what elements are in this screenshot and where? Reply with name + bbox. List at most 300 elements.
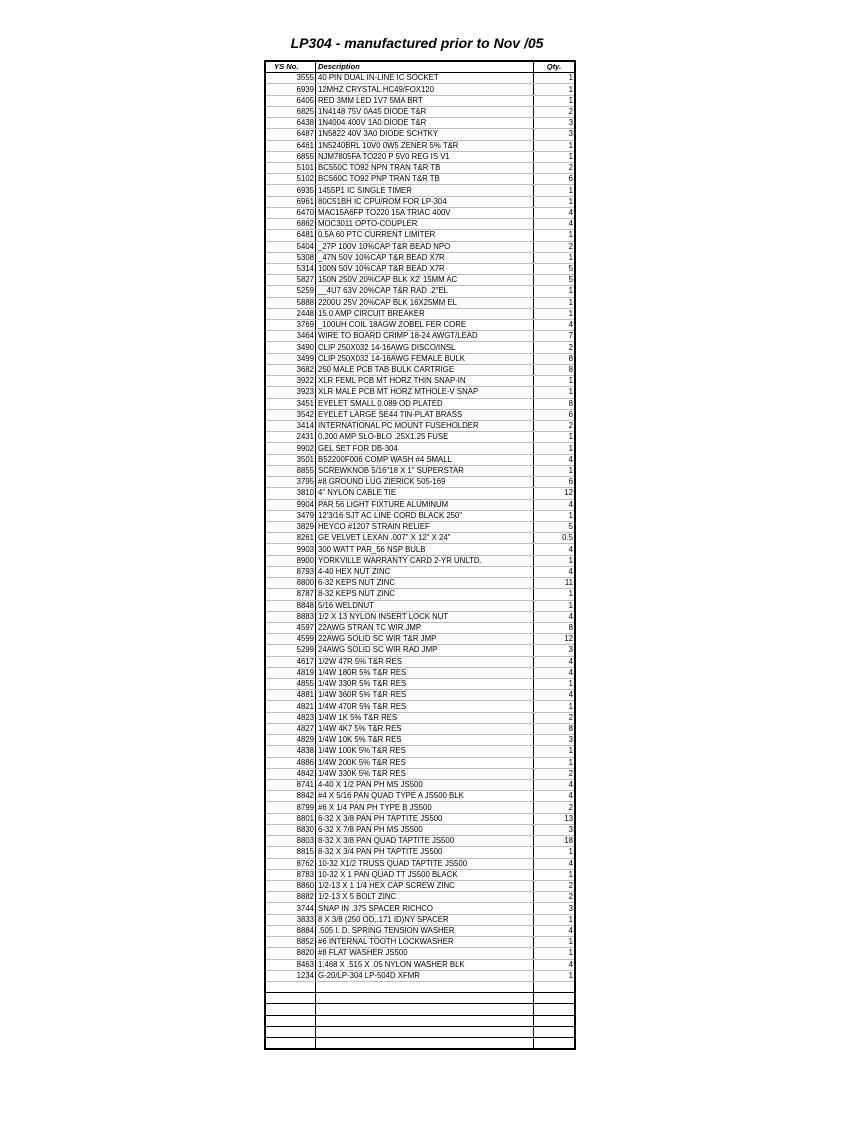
part-number-cell: 3744 [265, 903, 316, 914]
table-row [265, 488, 575, 499]
description-cell: CLIP 250X032 14-16AWG DISCO/INSL [316, 342, 534, 353]
part-number-cell: 6461 [265, 140, 316, 151]
description-cell: GEL SET FOR DB-304 [316, 443, 534, 454]
empty-cell [316, 981, 534, 992]
table-row [265, 600, 575, 611]
part-number-cell: 5299 [265, 645, 316, 656]
part-number-cell: 8900 [265, 555, 316, 566]
table-row [265, 656, 575, 667]
table-row [265, 308, 575, 319]
description-cell: 40 PIN DUAL IN-LINE IC SOCKET [316, 73, 534, 84]
description-cell: _100UH COIL 18AGW ZOBEL FER CORE [316, 320, 534, 331]
description-cell: 8-32 X 3/8 PAN QUAD TAPTITE JS500 [316, 836, 534, 847]
quantity-cell: 1 [534, 746, 576, 757]
table-row [265, 140, 575, 151]
part-number-cell: 3810 [265, 488, 316, 499]
table-row [265, 409, 575, 420]
part-number-cell: 8855 [265, 465, 316, 476]
quantity-cell: 1 [534, 589, 576, 600]
table-row [265, 880, 575, 891]
table-row [265, 129, 575, 140]
quantity-cell: 1 [534, 432, 576, 443]
description-cell: #6 INTERNAL TOOTH LOCKWASHER [316, 937, 534, 948]
part-number-cell: 8801 [265, 813, 316, 824]
table-row [265, 230, 575, 241]
description-cell: 80C51BH IC CPU/ROM FOR LP-304 [316, 196, 534, 207]
quantity-cell: 3 [534, 118, 576, 129]
part-number-cell: 8793 [265, 566, 316, 577]
part-number-cell: 5888 [265, 297, 316, 308]
description-cell: RED 3MM LED 1V7 5MA BRT [316, 95, 534, 106]
empty-cell [265, 1004, 316, 1015]
part-number-cell: 3795 [265, 477, 316, 488]
part-number-cell: 8815 [265, 847, 316, 858]
table-row [265, 925, 575, 936]
quantity-cell: 1 [534, 387, 576, 398]
description-cell: #6 X 1/4 PAN PH TYPE B JS500 [316, 802, 534, 813]
description-cell: 1/2W 47R 5% T&R RES [316, 656, 534, 667]
table-row [265, 768, 575, 779]
empty-cell [534, 981, 576, 992]
part-number-cell: 9904 [265, 499, 316, 510]
part-number-cell: 4821 [265, 701, 316, 712]
description-cell: G-20/LP-304 LP-504D XFMR [316, 970, 534, 981]
table-row [265, 701, 575, 712]
description-cell: 250 MALE PCB TAB BULK CARTRIGE [316, 364, 534, 375]
table-row [265, 712, 575, 723]
description-cell: 22AWG SOLID SC WIR T&R JMP [316, 634, 534, 645]
table-row [265, 151, 575, 162]
description-cell: 0.200 AMP SLO-BLO .25X1.25 FUSE [316, 432, 534, 443]
quantity-cell: 2 [534, 802, 576, 813]
quantity-cell: 4 [534, 959, 576, 970]
empty-cell [534, 993, 576, 1004]
description-cell: 300 WATT PAR_56 NSP BULB [316, 544, 534, 555]
description-cell: EYELET LARGE SE44 TIN-PLAT BRASS [316, 409, 534, 420]
quantity-cell: 1 [534, 95, 576, 106]
table-row [265, 824, 575, 835]
description-cell: 0.5A 60 PTC CURRENT LIMITER [316, 230, 534, 241]
description-cell: YORKVILLE WARRANTY CARD 2-YR UNLTD. [316, 555, 534, 566]
table-row [265, 903, 575, 914]
description-cell: 1/4W 330K 5% T&R RES [316, 768, 534, 779]
quantity-cell: 2 [534, 106, 576, 117]
empty-cell [265, 1015, 316, 1026]
table-row [265, 533, 575, 544]
part-number-cell: 3451 [265, 398, 316, 409]
quantity-cell: 1 [534, 443, 576, 454]
part-number-cell: 3555 [265, 73, 316, 84]
empty-cell [316, 1015, 534, 1026]
table-row [265, 645, 575, 656]
parts-table-body [265, 73, 575, 1050]
quantity-cell: 1 [534, 185, 576, 196]
table-row [265, 353, 575, 364]
part-number-cell: 6825 [265, 106, 316, 117]
table-row [265, 555, 575, 566]
part-number-cell: 3922 [265, 376, 316, 387]
part-number-cell: 6438 [265, 118, 316, 129]
quantity-cell: 1 [534, 937, 576, 948]
quantity-cell: 4 [534, 566, 576, 577]
table-row [265, 376, 575, 387]
description-cell: 1/2-13 X 1 1/4 HEX CAP SCREW ZINC [316, 880, 534, 891]
description-cell: 10-32 X 1 PAN QUAD TT JS500 BLACK [316, 869, 534, 880]
part-number-cell: 8463 [265, 959, 316, 970]
part-number-cell: 3829 [265, 521, 316, 532]
description-cell: 1/4W 100K 5% T&R RES [316, 746, 534, 757]
description-cell: B52200F006 COMP WASH #4 SMALL [316, 454, 534, 465]
quantity-cell: 8 [534, 353, 576, 364]
quantity-cell: 1 [534, 847, 576, 858]
description-cell: BC560C TO92 PNP TRAN T&R TB [316, 174, 534, 185]
quantity-cell: 2 [534, 768, 576, 779]
quantity-cell: 12 [534, 634, 576, 645]
table-row [265, 679, 575, 690]
part-number-cell: 4599 [265, 634, 316, 645]
part-number-cell: 8762 [265, 858, 316, 869]
quantity-cell: 4 [534, 858, 576, 869]
quantity-cell: 1 [534, 948, 576, 959]
description-cell: 1/4W 4K7 5% T&R RES [316, 723, 534, 734]
part-number-cell: 3769 [265, 320, 316, 331]
quantity-cell: 1 [534, 73, 576, 84]
empty-row [265, 1038, 575, 1050]
quantity-cell: 8 [534, 398, 576, 409]
quantity-cell: 1 [534, 465, 576, 476]
part-number-cell: 3542 [265, 409, 316, 420]
quantity-cell: 4 [534, 544, 576, 555]
description-cell: 1/2 X 13 NYLON INSERT LOCK NUT [316, 611, 534, 622]
description-cell: MAC15A6FP TO220 15A TRIAC 400V [316, 207, 534, 218]
table-row [265, 735, 575, 746]
table-row [265, 802, 575, 813]
description-cell: 15.0 AMP CIRCUIT BREAKER [316, 308, 534, 319]
description-cell: HEYCO #1207 STRAIN RELIEF [316, 521, 534, 532]
description-cell: _47N 50V 10%CAP T&R BEAD X7R [316, 252, 534, 263]
quantity-cell: 4 [534, 454, 576, 465]
table-row [265, 465, 575, 476]
quantity-cell: 2 [534, 342, 576, 353]
empty-cell [316, 1038, 534, 1050]
description-cell: 1/4W 180R 5% T&R RES [316, 667, 534, 678]
table-row [265, 667, 575, 678]
description-cell: 1/4W 470R 5% T&R RES [316, 701, 534, 712]
quantity-cell: 7 [534, 331, 576, 342]
quantity-cell: 1 [534, 679, 576, 690]
quantity-cell: 3 [534, 903, 576, 914]
table-row [265, 937, 575, 948]
part-number-cell: 2431 [265, 432, 316, 443]
empty-cell [265, 981, 316, 992]
part-number-cell: 9902 [265, 443, 316, 454]
quantity-cell: 2 [534, 162, 576, 173]
part-number-cell: 4597 [265, 622, 316, 633]
description-cell: 8-32 X 3/4 PAN PH TAPTITE JS500 [316, 847, 534, 858]
part-number-cell: 4819 [265, 667, 316, 678]
table-row [265, 499, 575, 510]
table-row [265, 510, 575, 521]
table-row [265, 275, 575, 286]
description-cell: 1455P1 IC SINGLE TIMER [316, 185, 534, 196]
table-row [265, 421, 575, 432]
table-row [265, 342, 575, 353]
part-number-cell: 5101 [265, 162, 316, 173]
part-number-cell: 3833 [265, 914, 316, 925]
quantity-cell: 8 [534, 364, 576, 375]
empty-row [265, 1015, 575, 1026]
table-row [265, 185, 575, 196]
table-row [265, 73, 575, 84]
part-number-cell: 8803 [265, 836, 316, 847]
description-cell: 6-32 X 3/8 PAN PH TAPTITE JS500 [316, 813, 534, 824]
table-row [265, 589, 575, 600]
quantity-cell: 1 [534, 196, 576, 207]
part-number-cell: 6862 [265, 219, 316, 230]
empty-cell [265, 1026, 316, 1037]
table-row [265, 320, 575, 331]
description-cell: 10-32 X1/2 TRUSS QUAD TAPTITE JS500 [316, 858, 534, 869]
header-ys-no: YS No. [265, 61, 316, 73]
part-number-cell: 3414 [265, 421, 316, 432]
part-number-cell: 4827 [265, 723, 316, 734]
part-number-cell: 9903 [265, 544, 316, 555]
part-number-cell: 2448 [265, 308, 316, 319]
quantity-cell: 4 [534, 320, 576, 331]
description-cell: 1/4W 360R 5% T&R RES [316, 690, 534, 701]
quantity-cell: 1 [534, 286, 576, 297]
quantity-cell: 4 [534, 791, 576, 802]
description-cell: 1.468 X .515 X .05 NYLON WASHER BLK [316, 959, 534, 970]
quantity-cell: 1 [534, 869, 576, 880]
quantity-cell: 8 [534, 723, 576, 734]
quantity-cell: 1 [534, 555, 576, 566]
quantity-cell: 1 [534, 757, 576, 768]
quantity-cell: 6 [534, 409, 576, 420]
quantity-cell: 1 [534, 140, 576, 151]
quantity-cell: 1 [534, 510, 576, 521]
quantity-cell: 2 [534, 880, 576, 891]
table-row [265, 297, 575, 308]
part-number-cell: 8852 [265, 937, 316, 948]
part-number-cell: 6935 [265, 185, 316, 196]
empty-cell [316, 1026, 534, 1037]
part-number-cell: 3923 [265, 387, 316, 398]
quantity-cell: 4 [534, 656, 576, 667]
part-number-cell: 3682 [265, 364, 316, 375]
table-row [265, 746, 575, 757]
table-row [265, 578, 575, 589]
part-number-cell: 8860 [265, 880, 316, 891]
table-row [265, 432, 575, 443]
table-row [265, 611, 575, 622]
part-number-cell: 3490 [265, 342, 316, 353]
table-row [265, 387, 575, 398]
quantity-cell: 18 [534, 836, 576, 847]
quantity-cell: 1 [534, 308, 576, 319]
part-number-cell: 4617 [265, 656, 316, 667]
description-cell: XLR FEML PCB MT HORZ THIN SNAP-IN [316, 376, 534, 387]
quantity-cell: 1 [534, 701, 576, 712]
description-cell: __4U7 63V 20%CAP T&R RAD .2"EL [316, 286, 534, 297]
description-cell: 4-40 HEX NUT ZINC [316, 566, 534, 577]
table-row [265, 869, 575, 880]
table-row [265, 443, 575, 454]
part-number-cell: 8884 [265, 925, 316, 936]
part-number-cell: 4838 [265, 746, 316, 757]
quantity-cell: 13 [534, 813, 576, 824]
header-description: Description [316, 61, 534, 73]
description-cell: .505 I. D. SPRING TENSION WASHER [316, 925, 534, 936]
quantity-cell: 1 [534, 230, 576, 241]
empty-cell [316, 1004, 534, 1015]
empty-row [265, 1026, 575, 1037]
part-number-cell: 5827 [265, 275, 316, 286]
description-cell: 1/4W 1K 5% T&R RES [316, 712, 534, 723]
part-number-cell: 8882 [265, 892, 316, 903]
description-cell: 1N5240BRL 10V0 0W5 ZENER 5% T&R [316, 140, 534, 151]
part-number-cell: 1234 [265, 970, 316, 981]
part-number-cell: 8787 [265, 589, 316, 600]
table-row [265, 106, 575, 117]
part-number-cell: 5102 [265, 174, 316, 185]
part-number-cell: 6855 [265, 151, 316, 162]
quantity-cell: 5 [534, 275, 576, 286]
table-row [265, 252, 575, 263]
part-number-cell: 6481 [265, 230, 316, 241]
quantity-cell: 6 [534, 477, 576, 488]
table-row [265, 544, 575, 555]
quantity-cell: 4 [534, 690, 576, 701]
table-row [265, 858, 575, 869]
part-number-cell: 8741 [265, 780, 316, 791]
empty-cell [534, 1004, 576, 1015]
description-cell: 8 X 3/8 (250 OD,.171 ID)NY SPACER [316, 914, 534, 925]
table-row [265, 948, 575, 959]
part-number-cell: 4881 [265, 690, 316, 701]
part-number-cell: 8799 [265, 802, 316, 813]
quantity-cell: 1 [534, 151, 576, 162]
description-cell: CLIP 250X032 14-16AWG FEMALE BULK [316, 353, 534, 364]
part-number-cell: 6405 [265, 95, 316, 106]
quantity-cell: 5 [534, 263, 576, 274]
table-row [265, 263, 575, 274]
part-number-cell: 6939 [265, 84, 316, 95]
table-row [265, 780, 575, 791]
empty-cell [265, 993, 316, 1004]
part-number-cell: 5314 [265, 263, 316, 274]
description-cell: 1/4W 10K 5% T&R RES [316, 735, 534, 746]
table-row [265, 970, 575, 981]
table-row [265, 162, 575, 173]
part-number-cell: 3479 [265, 510, 316, 521]
quantity-cell: 4 [534, 499, 576, 510]
description-cell: 6-32 X 7/8 PAN PH MS JS500 [316, 824, 534, 835]
quantity-cell: 3 [534, 129, 576, 140]
part-number-cell: 4842 [265, 768, 316, 779]
table-row [265, 207, 575, 218]
table-row [265, 892, 575, 903]
part-number-cell: 8783 [265, 869, 316, 880]
table-row [265, 118, 575, 129]
description-cell: 12'3/16 SJT AC LINE CORD BLACK 250" [316, 510, 534, 521]
description-cell: 1/4W 330R 5% T&R RES [316, 679, 534, 690]
quantity-cell: 1 [534, 914, 576, 925]
part-number-cell: 5404 [265, 241, 316, 252]
description-cell: NJM7805FA TO220 P 5V0 REG IS V1 [316, 151, 534, 162]
quantity-cell: 5 [534, 521, 576, 532]
description-cell: 24AWG SOLID SC WIR RAD JMP [316, 645, 534, 656]
table-header-row [265, 61, 575, 73]
description-cell: SNAP IN .375 SPACER RICHCO [316, 903, 534, 914]
part-number-cell: 3501 [265, 454, 316, 465]
part-number-cell: 6487 [265, 129, 316, 140]
description-cell: 150N 250V 20%CAP BLK X2' 15MM AC [316, 275, 534, 286]
part-number-cell: 8848 [265, 600, 316, 611]
quantity-cell: 1 [534, 600, 576, 611]
table-row [265, 286, 575, 297]
table-row [265, 241, 575, 252]
part-number-cell: 5308 [265, 252, 316, 263]
part-number-cell: 3499 [265, 353, 316, 364]
description-cell: 22AWG STRAN TC WIR JMP [316, 622, 534, 633]
table-row [265, 196, 575, 207]
empty-row [265, 981, 575, 992]
table-row [265, 84, 575, 95]
description-cell: 1/4W 200K 5% T&R RES [316, 757, 534, 768]
empty-cell [265, 1038, 316, 1050]
quantity-cell: 11 [534, 578, 576, 589]
part-number-cell: 3464 [265, 331, 316, 342]
table-row [265, 174, 575, 185]
table-row [265, 836, 575, 847]
quantity-cell: 4 [534, 207, 576, 218]
empty-cell [316, 993, 534, 1004]
quantity-cell: 3 [534, 645, 576, 656]
parts-table [264, 60, 576, 1050]
description-cell: BC550C TO92 NPN TRAN T&R TB [316, 162, 534, 173]
table-row [265, 331, 575, 342]
quantity-cell: 4 [534, 925, 576, 936]
quantity-cell: 1 [534, 376, 576, 387]
part-number-cell: 5259 [265, 286, 316, 297]
empty-cell [534, 1015, 576, 1026]
description-cell: #8 FLAT WASHER JS500 [316, 948, 534, 959]
quantity-cell: 0.5 [534, 533, 576, 544]
quantity-cell: 2 [534, 892, 576, 903]
part-number-cell: 8883 [265, 611, 316, 622]
description-cell: 8-32 KEPS NUT ZINC [316, 589, 534, 600]
part-number-cell: 8830 [265, 824, 316, 835]
table-row [265, 723, 575, 734]
description-cell: #4 X 5/16 PAN QUAD TYPE A JS500 BLK [316, 791, 534, 802]
quantity-cell: 4 [534, 780, 576, 791]
empty-row [265, 1004, 575, 1015]
description-cell: 2200U 25V 20%CAP BLK 16X25MM EL [316, 297, 534, 308]
table-row [265, 914, 575, 925]
part-number-cell: 4829 [265, 735, 316, 746]
part-number-cell: 8820 [265, 948, 316, 959]
table-row [265, 813, 575, 824]
description-cell: 1/2-13 X 5 BOLT ZINC [316, 892, 534, 903]
quantity-cell: 2 [534, 241, 576, 252]
description-cell: 100N 50V 10%CAP T&R BEAD X7R [316, 263, 534, 274]
description-cell: SCREWKNOB 5/16"18 X 1" SUPERSTAR [316, 465, 534, 476]
description-cell: 4-40 X 1/2 PAN PH MS JS500 [316, 780, 534, 791]
quantity-cell: 4 [534, 219, 576, 230]
description-cell: 4" NYLON CABLE TIE [316, 488, 534, 499]
part-number-cell: 4886 [265, 757, 316, 768]
